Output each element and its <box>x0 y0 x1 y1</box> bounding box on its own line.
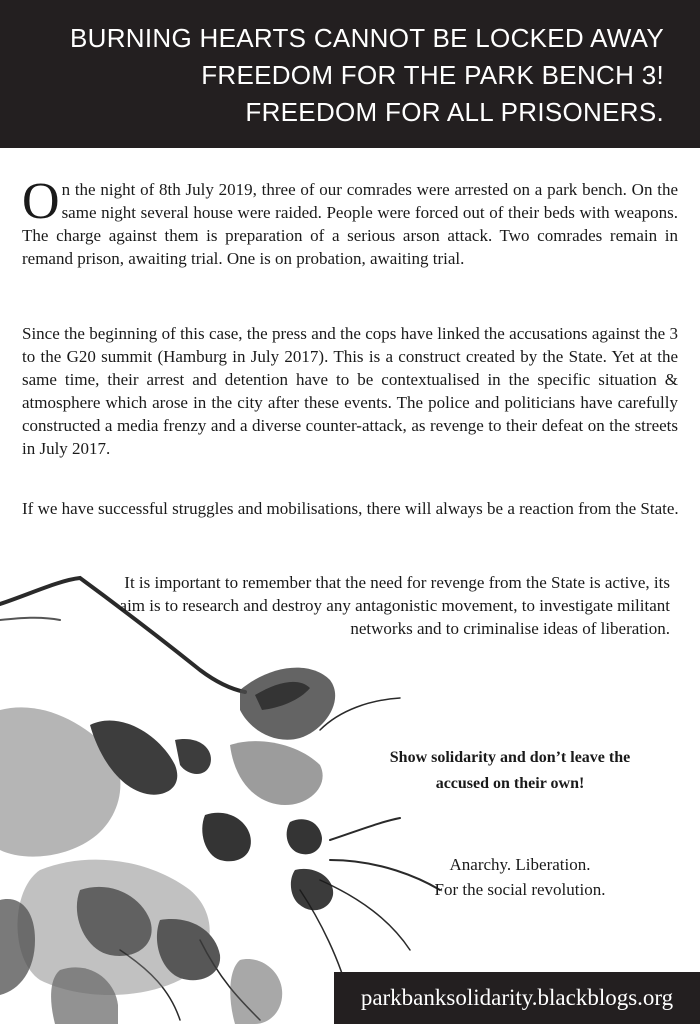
paragraph-revenge: It is important to remember that the need for revenge from the State is active, its aim is to research and destroy any antagonistic movement, to investigate militant networks and to criminalise ideas of liberation. <box>119 573 670 638</box>
footer-url-banner <box>334 972 700 1024</box>
closing-slogan <box>380 852 660 902</box>
paragraph-arrest-text: n the night of 8th July 2019, three of our comrades were arrested on a park bench. On the same night several house were raided. People were forced out of their beds with weapons. The charge against them is preparation of a serious arson attack. Two comrades remain in remand prison, awaiting trial. One is on probation, awaiting trial. <box>22 180 678 268</box>
header-banner <box>0 0 700 148</box>
website-url: parkbanksolidarity.blackblogs.org <box>360 985 674 1010</box>
drop-cap: O <box>22 173 60 230</box>
solidarity-callout <box>350 745 670 797</box>
header-line-2: FREEDOM FOR THE PARK BENCH 3! <box>201 60 664 90</box>
header-line-1: BURNING HEARTS CANNOT BE LOCKED AWAY <box>70 23 664 53</box>
paragraph-arrest <box>22 173 678 270</box>
callout-line-2: accused on their own! <box>435 775 585 792</box>
closing-line-1: Anarchy. Liberation. <box>449 855 591 874</box>
closing-line-2: For the social revolution. <box>434 880 606 899</box>
paragraph-reaction: If we have successful struggles and mobilisations, there will always be a reaction from the State. <box>22 499 679 518</box>
callout-line-1: Show solidarity and don’t leave the <box>389 749 631 766</box>
paragraph-g20: Since the beginning of this case, the press and the cops have linked the accusations against the 3 to the G20 summit (Hamburg in July 2017). This is a construct created by the State. Yet at the same time, their arrest and detention have to be contextualised in the specific situation & atmosphere which arose in the city after these events. The police and politicians have carefully constructed a media frenzy and a diverse counter-attack, as revenge to their defeat on the streets in July 2017. <box>22 324 678 458</box>
header-line-3: FREEDOM FOR ALL PRISONERS. <box>245 97 664 127</box>
